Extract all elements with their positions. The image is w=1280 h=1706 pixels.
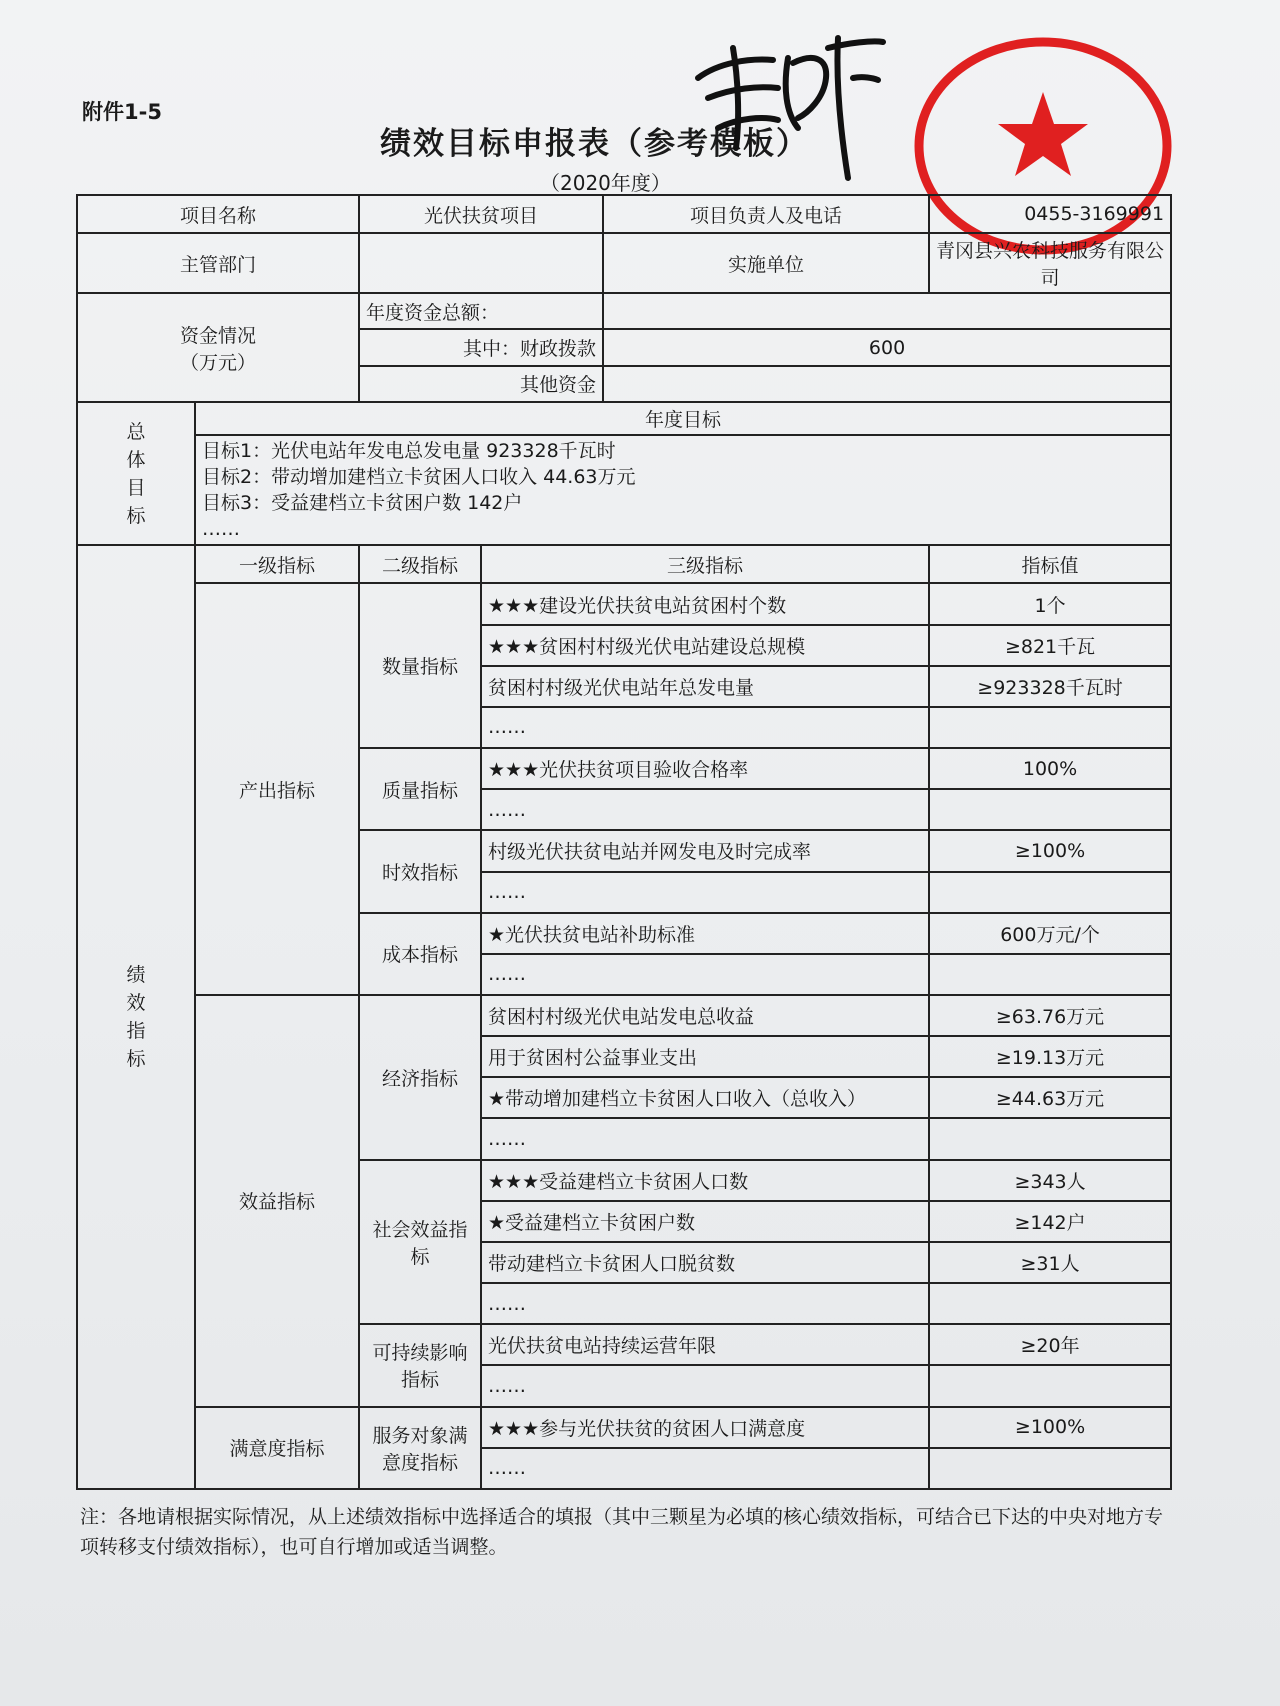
level2-social: 社会效益指标	[359, 1160, 481, 1325]
indicator-value: ≥343人	[929, 1160, 1171, 1201]
indicator-value: ≥44.63万元	[929, 1077, 1171, 1118]
indicator-value	[929, 954, 1171, 995]
indicator-name: 贫困村村级光伏电站年总发电量	[481, 666, 929, 707]
indicator-value: 600万元/个	[929, 913, 1171, 954]
dept-value	[359, 233, 603, 293]
indicator-value: ≥142户	[929, 1201, 1171, 1242]
fiscal-funds-label: 其中：财政拨款	[359, 329, 603, 365]
indicator-name: ……	[481, 1283, 929, 1324]
indicator-name: ……	[481, 1448, 929, 1489]
indicator-value: ≥923328千瓦时	[929, 666, 1171, 707]
indicator-name: ★光伏扶贫电站补助标准	[481, 913, 929, 954]
indicator-value: ≥31人	[929, 1242, 1171, 1283]
level2-economic: 经济指标	[359, 995, 481, 1160]
other-funds-label: 其他资金	[359, 366, 603, 402]
indicator-name: ……	[481, 789, 929, 830]
indicator-value	[929, 1365, 1171, 1406]
total-funds-value	[603, 293, 1171, 329]
indicator-value	[929, 789, 1171, 830]
header-value: 指标值	[929, 545, 1171, 583]
indicator-value: ≥100%	[929, 1407, 1171, 1448]
annual-goals	[195, 435, 1171, 545]
attachment-label: 附件1-5	[82, 100, 162, 124]
level2-timeliness: 时效指标	[359, 830, 481, 912]
indicator-name: ★★★受益建档立卡贫困人口数	[481, 1160, 929, 1201]
other-funds-value	[603, 366, 1171, 402]
goal-item: 目标2：带动增加建档立卡贫困人口收入 44.63万元	[202, 466, 636, 489]
handwritten-signature	[678, 18, 888, 188]
indicator-value: 1个	[929, 583, 1171, 624]
indicator-value	[929, 707, 1171, 748]
level1-benefit: 效益指标	[195, 995, 359, 1407]
leader-phone-value: 0455-3169991	[929, 195, 1171, 233]
total-funds-label: 年度资金总额：	[359, 293, 603, 329]
indicator-name: ★★★贫困村村级光伏电站建设总规模	[481, 625, 929, 666]
level2-quantity: 数量指标	[359, 583, 481, 748]
indicator-value: ≥20年	[929, 1324, 1171, 1365]
indicator-value: 100%	[929, 748, 1171, 789]
indicator-name: ★带动增加建档立卡贫困人口收入（总收入）	[481, 1077, 929, 1118]
impl-label: 实施单位	[603, 233, 929, 293]
indicator-name: ……	[481, 954, 929, 995]
indicator-name: 光伏扶贫电站持续运营年限	[481, 1324, 929, 1365]
indicator-name: ……	[481, 1365, 929, 1406]
level2-quality: 质量指标	[359, 748, 481, 830]
level1-output: 产出指标	[195, 583, 359, 995]
indicator-value: ≥63.76万元	[929, 995, 1171, 1036]
indicator-name: 村级光伏扶贫电站并网发电及时完成率	[481, 830, 929, 871]
goal-item: ……	[202, 518, 240, 541]
indicator-name: ……	[481, 707, 929, 748]
perf-indicator-label: 绩 效 指 标	[77, 545, 195, 1489]
funds-label: 资金情况	[180, 324, 257, 347]
form-year: （2020年度）	[540, 171, 671, 195]
indicator-name: 贫困村村级光伏电站发电总收益	[481, 995, 929, 1036]
header-level1: 一级指标	[195, 545, 359, 583]
level2-cost: 成本指标	[359, 913, 481, 995]
indicator-value	[929, 1448, 1171, 1489]
overall-goal-label: 总 体 目 标	[77, 402, 195, 546]
indicator-value	[929, 872, 1171, 913]
indicator-name: ★受益建档立卡贫困户数	[481, 1201, 929, 1242]
funds-unit: （万元）	[180, 351, 257, 374]
form-title: 绩效目标申报表（参考模板）	[380, 126, 809, 162]
footnote: 注：各地请根据实际情况，从上述绩效指标中选择适合的填报（其中三颗星为必填的核心绩效指标，可结合已下达的中央对地方专项转移支付绩效指标），也可自行增加或适当调整。	[80, 1506, 1164, 1558]
level2-sustainable: 可持续影响指标	[359, 1324, 481, 1406]
indicator-name: 带动建档立卡贫困人口脱贫数	[481, 1242, 929, 1283]
header-level2: 二级指标	[359, 545, 481, 583]
indicator-value: ≥100%	[929, 830, 1171, 871]
leader-label: 项目负责人及电话	[603, 195, 929, 233]
indicator-value	[929, 1118, 1171, 1159]
level2-service-satisfaction: 服务对象满意度指标	[359, 1407, 481, 1489]
indicator-name: ★★★光伏扶贫项目验收合格率	[481, 748, 929, 789]
annual-goal-header: 年度目标	[195, 402, 1171, 435]
project-name-label: 项目名称	[77, 195, 359, 233]
funds-label-cell	[77, 293, 359, 401]
indicator-name: ★★★参与光伏扶贫的贫困人口满意度	[481, 1407, 929, 1448]
indicator-name: ★★★建设光伏扶贫电站贫困村个数	[481, 583, 929, 624]
impl-value: 青冈县兴农科技服务有限公司	[929, 233, 1171, 293]
goal-item: 目标3：受益建档立卡贫困户数 142户	[202, 492, 523, 515]
goal-item: 目标1：光伏电站年发电总发电量 923328千瓦时	[202, 440, 616, 463]
fiscal-funds-value: 600	[603, 329, 1171, 365]
dept-label: 主管部门	[77, 233, 359, 293]
project-name-value: 光伏扶贫项目	[359, 195, 603, 233]
performance-target-table	[76, 194, 1172, 1490]
header-level3: 三级指标	[481, 545, 929, 583]
level1-satisfaction: 满意度指标	[195, 1407, 359, 1489]
indicator-value: ≥19.13万元	[929, 1036, 1171, 1077]
indicator-value: ≥821千瓦	[929, 625, 1171, 666]
indicator-name: ……	[481, 872, 929, 913]
indicator-name: ……	[481, 1118, 929, 1159]
indicator-name: 用于贫困村公益事业支出	[481, 1036, 929, 1077]
indicator-value	[929, 1283, 1171, 1324]
